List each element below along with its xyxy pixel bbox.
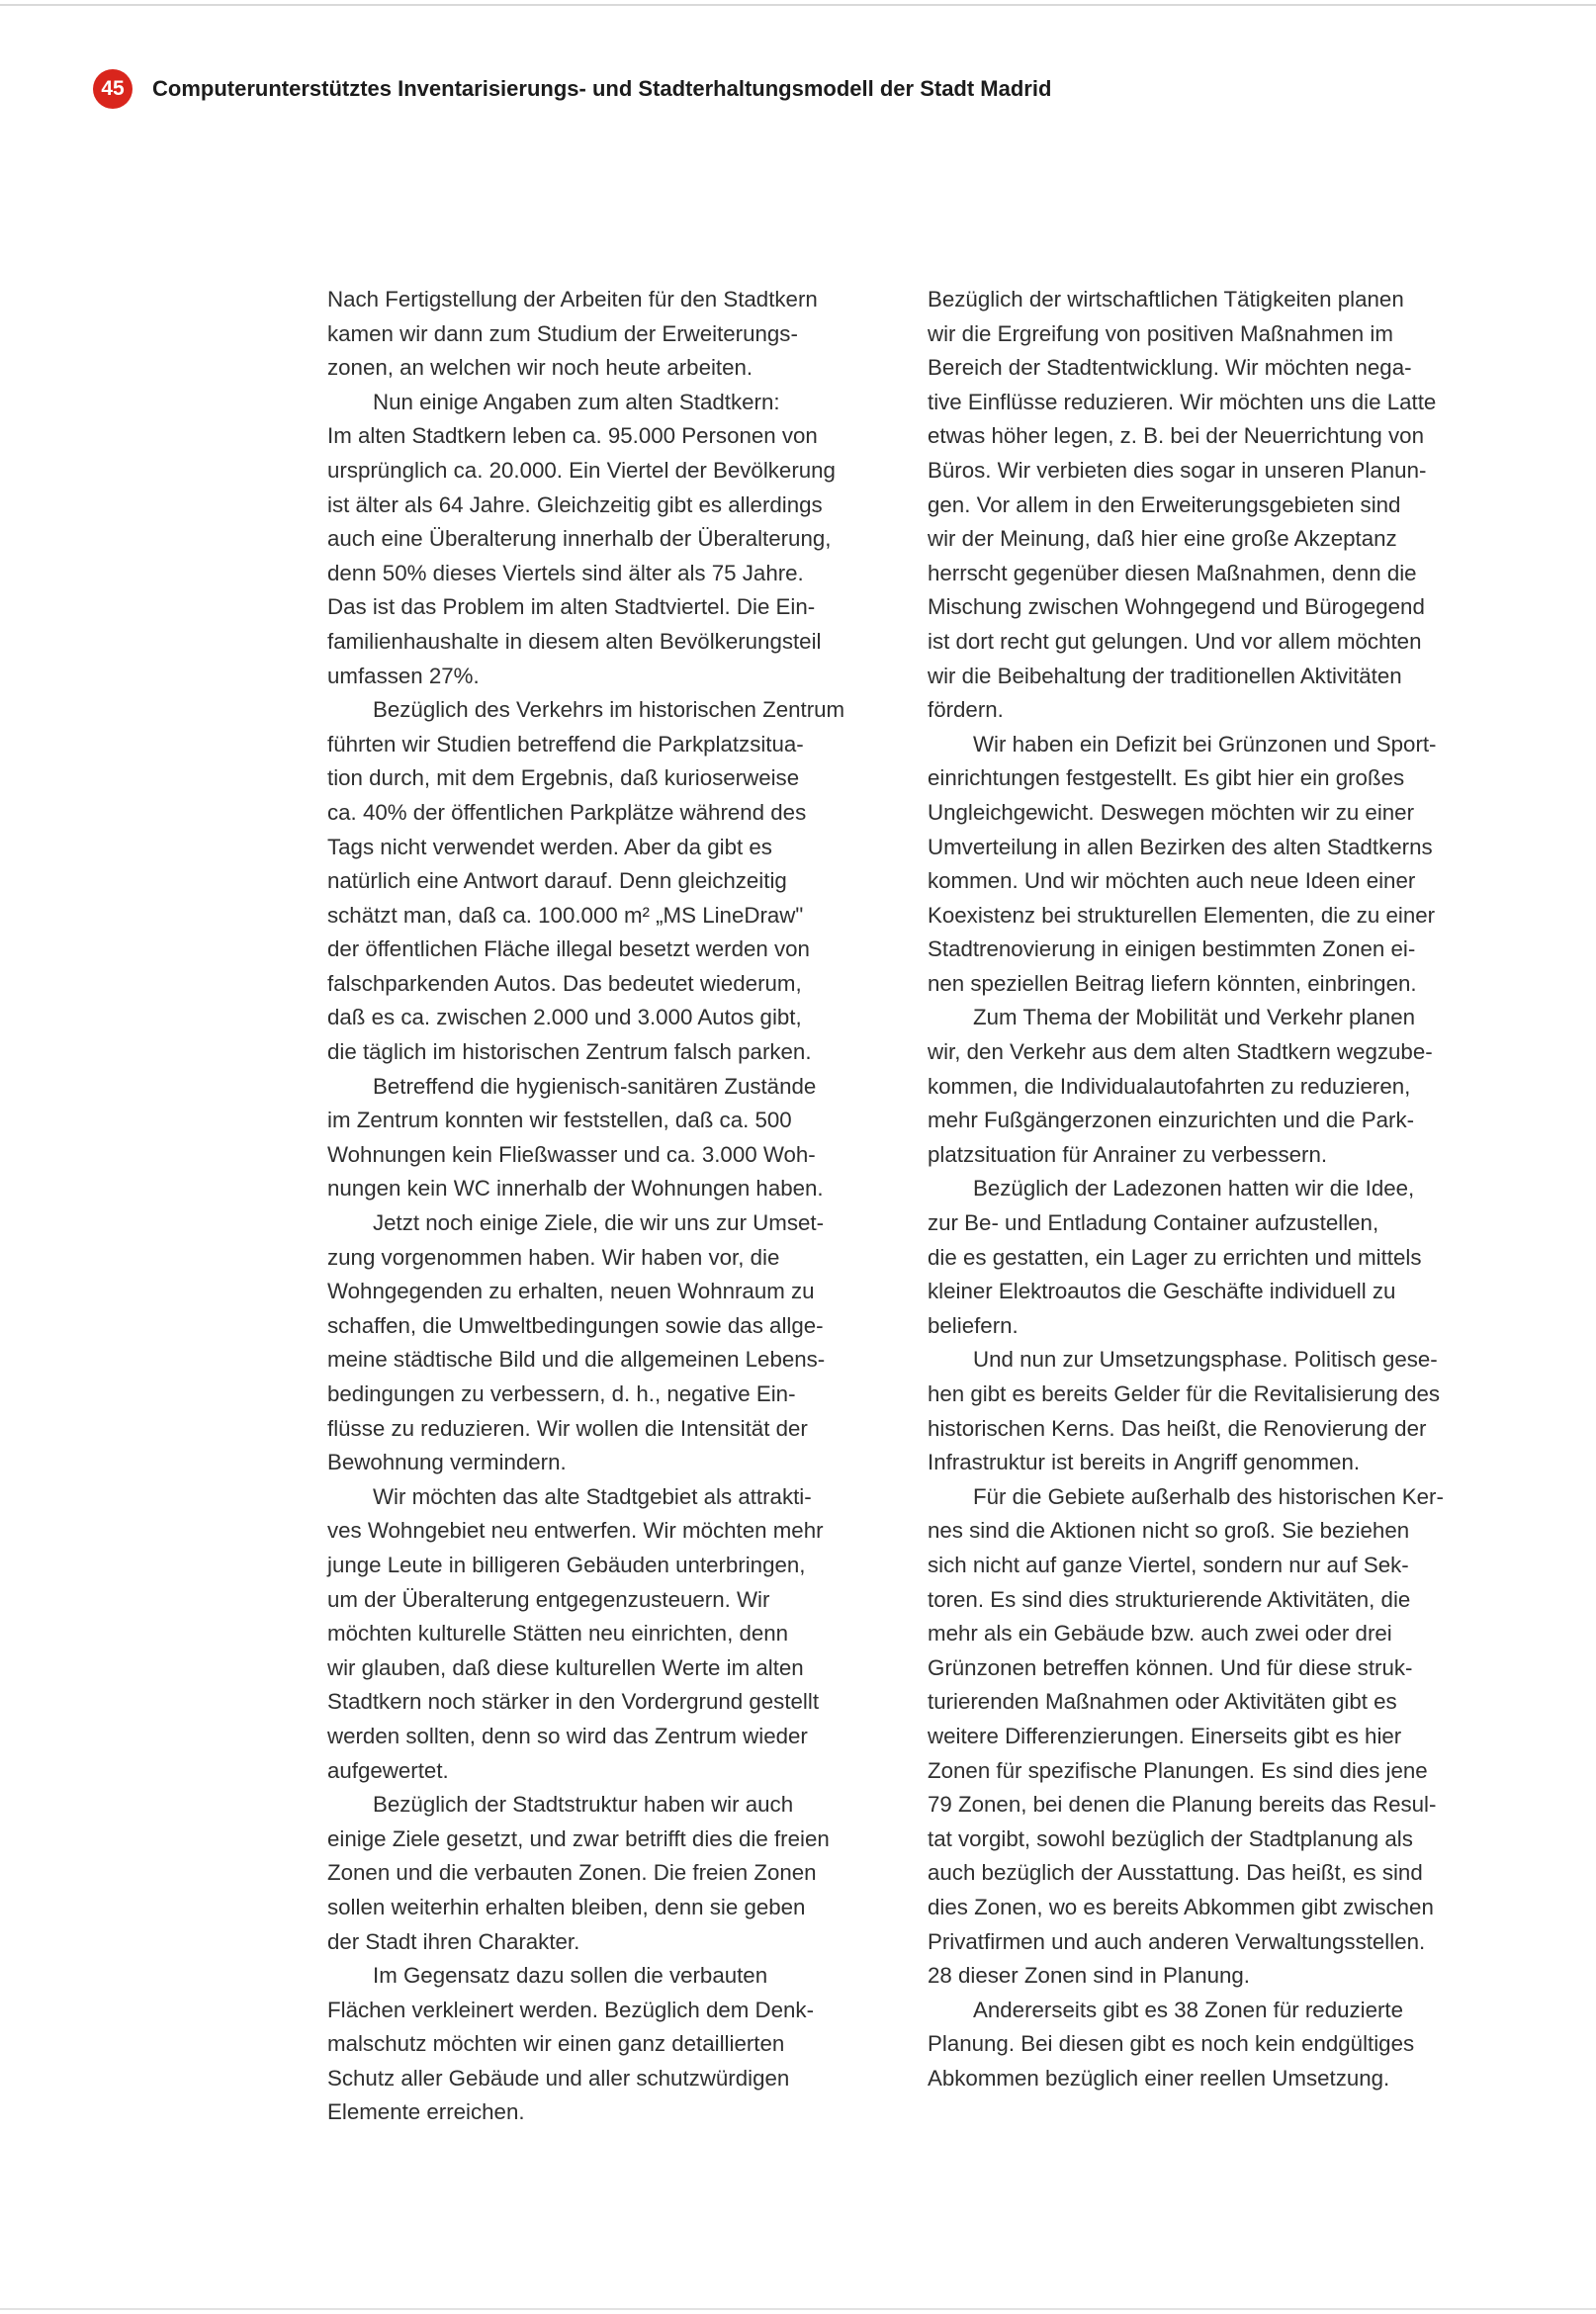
text-line: 79 Zonen, bei denen die Planung bereits das Resul- [928,1792,1437,1818]
text-line: Grünzonen betreffen können. Und für diese struk- [928,1654,1413,1680]
text-line: um der Überalterung entgegenzusteuern. Wir [327,1586,770,1612]
text-line: Bereich der Stadtentwicklung. Wir möchten nega- [928,355,1412,381]
paragraph [327,1480,911,1788]
text-line: herrscht gegenüber diesen Maßnahmen, denn die [928,560,1417,585]
text-line: Im alten Stadtkern leben ca. 95.000 Personen von [327,423,818,449]
text-line: wir, den Verkehr aus dem alten Stadtkern wegzube- [928,1039,1433,1065]
text-line: junge Leute in billigeren Gebäuden unterbringen, [327,1552,806,1577]
text-line: mehr Fußgängerzonen einzurichten und die Park- [928,1108,1415,1133]
text-line: Das ist das Problem im alten Stadtviertel. Die Ein- [327,594,816,620]
text-line: Infrastruktur ist bereits in Angriff genommen. [928,1450,1361,1475]
text-line: Jetzt noch einige Ziele, die wir uns zur Umset- [373,1210,825,1236]
text-line: der Stadt ihren Charakter. [327,1928,580,1954]
text-line: beliefern. [928,1312,1019,1338]
text-line: Koexistenz bei strukturellen Elementen, die zu einer [928,902,1436,928]
text-line: im Zentrum konnten wir feststellen, daß ca. 500 [327,1108,792,1133]
text-line: einrichtungen festgestellt. Es gibt hier ein großes [928,765,1405,791]
text-line: hen gibt es bereits Gelder für die Revitalisierung des [928,1381,1441,1406]
text-line: toren. Es sind dies strukturierende Aktivitäten, die [928,1586,1411,1612]
bottom-divider [0,2308,1596,2310]
text-line: gen. Vor allem in den Erweiterungsgebieten sind [928,491,1401,517]
text-line: Stadtkern noch stärker in den Vordergrund gestellt [327,1689,820,1715]
text-line: die täglich im historischen Zentrum falsch parken. [327,1039,812,1065]
text-line: nungen kein WC innerhalb der Wohnungen haben. [327,1176,824,1202]
text-line: meine städtische Bild und die allgemeinen Lebens- [327,1347,826,1373]
text-line: Mischung zwischen Wohngegend und Bürogegend [928,594,1425,620]
text-line: wir die Ergreifung von positiven Maßnahmen im [928,320,1393,346]
text-line: Zum Thema der Mobilität und Verkehr planen [973,1005,1416,1030]
page-header [93,67,1051,111]
paragraph [928,1480,1511,1994]
text-line: führten wir Studien betreffend die Parkplatzsitua- [327,731,804,756]
paragraph [928,1001,1511,1172]
text-line: mehr als ein Gebäude bzw. auch zwei oder drei [928,1621,1392,1646]
text-line: Wir möchten das alte Stadtgebiet als attrakti- [373,1483,812,1509]
text-line: Flächen verkleinert werden. Bezüglich dem Denk- [327,1997,815,2022]
text-line: möchten kulturelle Stätten neu einrichten, denn [327,1621,789,1646]
running-title: Computerunterstütztes Inventarisierungs- und Stadterhaltungsmodell der Stadt Madrid [152,76,1052,101]
text-line: umfassen 27%. [327,663,480,688]
text-line: Wohnungen kein Fließwasser und ca. 3.000 Woh- [327,1141,816,1167]
paragraph [928,1994,1511,2096]
text-line: ist älter als 64 Jahre. Gleichzeitig gibt es allerdings [327,491,823,517]
text-line: platzsituation für Anrainer zu verbessern. [928,1141,1328,1167]
text-line: tive Einflüsse reduzieren. Wir möchten uns die Latte [928,389,1437,414]
text-line: flüsse zu reduzieren. Wir wollen die Intensität der [327,1415,808,1441]
text-line: Umverteilung in allen Bezirken des alten Stadtkerns [928,834,1433,859]
text-line: Tags nicht verwendet werden. Aber da gibt es [327,834,772,859]
text-line: ca. 40% der öffentlichen Parkplätze während des [327,799,807,825]
left-text-column [327,283,911,2130]
paragraph [928,728,1511,1002]
text-line: daß es ca. zwischen 2.000 und 3.000 Autos gibt, [327,1005,802,1030]
text-line: 28 dieser Zonen sind in Planung. [928,1963,1251,1989]
paragraph [327,1788,911,1959]
paragraph [928,1343,1511,1479]
text-line: aufgewertet. [327,1757,449,1783]
text-line: kamen wir dann zum Studium der Erweiterungs- [327,320,798,346]
text-line: Privatfirmen und auch anderen Verwaltungsstellen. [928,1928,1426,1954]
text-line: historischen Kerns. Das heißt, die Renovierung der [928,1415,1427,1441]
text-line: zonen, an welchen wir noch heute arbeiten. [327,355,754,381]
text-line: wir glauben, daß diese kulturellen Werte im alten [327,1654,804,1680]
text-line: weitere Differenzierungen. Einerseits gibt es hier [928,1723,1402,1748]
text-line: Im Gegensatz dazu sollen die verbauten [373,1963,768,1989]
text-line: Wir haben ein Defizit bei Grünzonen und Sport- [973,731,1437,756]
text-line: falschparkenden Autos. Das bedeutet wiederum, [327,970,802,996]
paragraph [327,283,911,386]
text-line: Wohngegenden zu erhalten, neuen Wohnraum zu [327,1279,815,1304]
text-line: Stadtrenovierung in einigen bestimmten Zonen ei- [928,936,1416,962]
text-line: Nun einige Angaben zum alten Stadtkern: [373,389,780,414]
text-line: schaffen, die Umweltbedingungen sowie das allge- [327,1312,824,1338]
paragraph [928,283,1511,728]
text-line: der öffentlichen Fläche illegal besetzt werden von [327,936,810,962]
text-line: nen speziellen Beitrag liefern könnten, einbringen. [928,970,1417,996]
text-line: kleiner Elektroautos die Geschäfte individuell zu [928,1279,1396,1304]
text-line: Betreffend die hygienisch-sanitären Zustände [373,1073,817,1099]
text-line: denn 50% dieses Viertels sind älter als 75 Jahre. [327,560,804,585]
text-line: Ungleichgewicht. Deswegen möchten wir zu einer [928,799,1415,825]
text-line: Für die Gebiete außerhalb des historischen Ker- [973,1483,1444,1509]
text-line: zur Be- und Entladung Container aufzustellen, [928,1210,1379,1236]
paragraph [327,1206,911,1480]
text-line: werden sollten, denn so wird das Zentrum wieder [327,1723,808,1748]
text-line: kommen, die Individualautofahrten zu reduzieren, [928,1073,1411,1099]
text-line: Bezüglich des Verkehrs im historischen Zentrum [373,697,845,723]
text-line: einige Ziele gesetzt, und zwar betrifft dies die freien [327,1825,830,1851]
text-line: turierenden Maßnahmen oder Aktivitäten gibt es [928,1689,1397,1715]
text-line: Planung. Bei diesen gibt es noch kein endgültiges [928,2031,1415,2057]
text-line: Zonen für spezifische Planungen. Es sind dies jene [928,1757,1428,1783]
text-line: dies Zonen, wo es bereits Abkommen gibt zwischen [928,1894,1434,1919]
page-number-badge: 45 [93,69,133,109]
text-line: familienhaushalte in diesem alten Bevölkerungsteil [327,628,822,654]
text-line: wir der Meinung, daß hier eine große Akzeptanz [928,526,1397,552]
text-line: sich nicht auf ganze Viertel, sondern nur auf Sek- [928,1552,1409,1577]
text-line: Schutz aller Gebäude und aller schutzwürdigen [327,2065,790,2091]
text-line: zung vorgenommen haben. Wir haben vor, die [327,1244,780,1270]
paragraph [327,386,911,693]
text-line: die es gestatten, ein Lager zu errichten und mittels [928,1244,1422,1270]
text-line: ist dort recht gut gelungen. Und vor allem möchten [928,628,1422,654]
paragraph [327,1070,911,1206]
paragraph [327,1959,911,2130]
text-line: malschutz möchten wir einen ganz detaillierten [327,2031,785,2057]
text-line: Elemente erreichen. [327,2099,525,2125]
text-line: Bezüglich der Stadtstruktur haben wir auch [373,1792,794,1818]
text-line: Büros. Wir verbieten dies sogar in unseren Planun- [928,457,1427,483]
text-line: Bezüglich der wirtschaftlichen Tätigkeiten planen [928,287,1404,312]
text-line: Bewohnung vermindern. [327,1450,567,1475]
paragraph [928,1172,1511,1343]
text-line: ursprünglich ca. 20.000. Ein Viertel der Bevölkerung [327,457,836,483]
text-line: kommen. Und wir möchten auch neue Ideen einer [928,868,1416,894]
text-line: schätzt man, daß ca. 100.000 m² „MS LineDraw" [327,902,804,928]
text-line: auch eine Überalterung innerhalb der Überalterung, [327,526,832,552]
text-line: etwas höher legen, z. B. bei der Neuerrichtung von [928,423,1424,449]
text-line: sollen weiterhin erhalten bleiben, denn sie geben [327,1894,806,1919]
right-text-column [928,283,1511,2095]
text-line: tion durch, mit dem Ergebnis, daß kurioserweise [327,765,800,791]
text-line: Und nun zur Umsetzungsphase. Politisch gese- [973,1347,1438,1373]
top-divider [0,4,1596,6]
text-line: wir die Beibehaltung der traditionellen Aktivitäten [928,663,1402,688]
text-line: natürlich eine Antwort darauf. Denn gleichzeitig [327,868,787,894]
text-line: Nach Fertigstellung der Arbeiten für den Stadtkern [327,287,818,312]
text-line: nes sind die Aktionen nicht so groß. Sie beziehen [928,1518,1410,1544]
text-line: fördern. [928,697,1004,723]
text-line: bedingungen zu verbessern, d. h., negative Ein- [327,1381,796,1406]
paragraph [327,693,911,1070]
text-line: Zonen und die verbauten Zonen. Die freien Zonen [327,1860,817,1886]
text-line: ves Wohngebiet neu entwerfen. Wir möchten mehr [327,1518,824,1544]
text-line: tat vorgibt, sowohl bezüglich der Stadtplanung als [928,1825,1413,1851]
text-line: Abkommen bezüglich einer reellen Umsetzung. [928,2065,1390,2091]
text-line: Andererseits gibt es 38 Zonen für reduzierte [973,1997,1404,2022]
text-line: Bezüglich der Ladezonen hatten wir die Idee, [973,1176,1415,1202]
text-line: auch bezüglich der Ausstattung. Das heißt, es sind [928,1860,1423,1886]
